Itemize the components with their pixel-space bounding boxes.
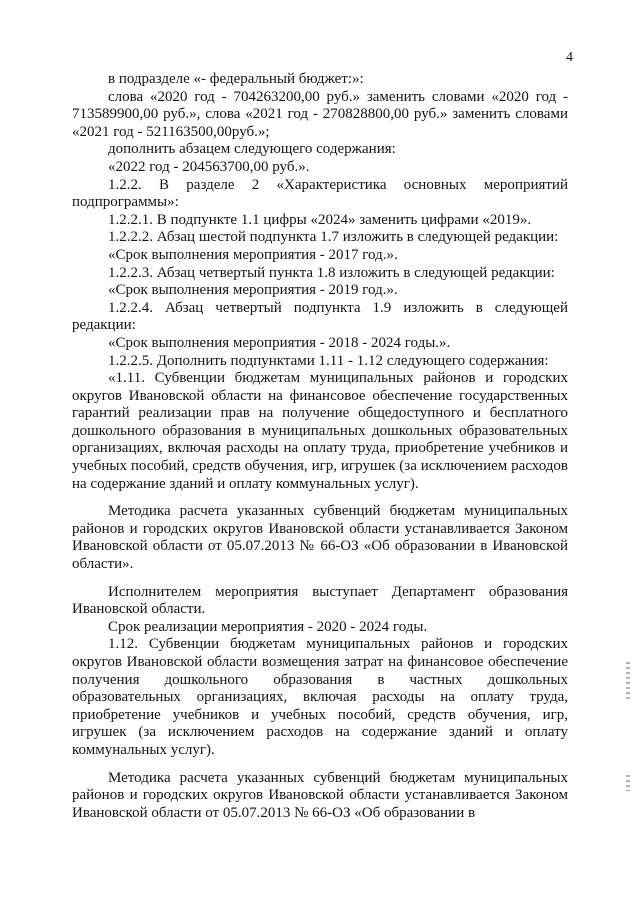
- paragraph: 1.2.2.1. В подпункте 1.1 цифры «2024» заменить цифрами «2019».: [108, 211, 532, 228]
- paragraph: 1.2.2.3. Абзац четвертый пункта 1.8 изложить в следующей редакции:: [108, 264, 555, 281]
- paragraph: в подразделе «- федеральный бюджет:»:: [108, 71, 364, 87]
- paragraph: Исполнителем мероприятия выступает Департамент образования Ивановской области.: [72, 583, 568, 618]
- paragraph: слова «2020 год - 704263200,00 руб.» заменить словами «2020 год - 713589900,00 руб.», слова «2021 год - 270828800,00 руб.» заменить словами «2021 год - 521163500,00руб.»;: [72, 88, 568, 140]
- page-number: 4: [566, 50, 573, 65]
- paragraph: «Срок выполнения мероприятия - 2018 - 2024 годы.».: [108, 334, 451, 351]
- paragraph: «2022 год - 204563700,00 руб.».: [108, 158, 310, 175]
- paragraph: дополнить абзацем следующего содержания:: [108, 141, 396, 158]
- paragraph: «Срок выполнения мероприятия - 2019 год.».: [108, 282, 398, 299]
- paragraph: 1.12. Субвенции бюджетам муниципальных районов и городских округов Ивановской области возмещения затрат на финансовое обеспечение получения дошкольного образования в частных дошкольных образовательных организациях, включая расходы на оплату труда, приобретение учебников и учебных пособий, средств обучения, игр, игрушек (за исключением расходов на содержание зданий и оплату коммунальных услуг).: [72, 636, 568, 758]
- paragraph: 1.2.2. В разделе 2 «Характеристика основных мероприятий подпрограммы»:: [72, 176, 568, 211]
- paragraph: 1.2.2.4. Абзац четвертый подпункта 1.9 изложить в следующей редакции:: [72, 299, 568, 334]
- paragraph: Методика расчета указанных субвенций бюджетам муниципальных районов и городских округов Ивановской области устанавливается Законом Ивановской области от 05.07.2013 № 66-ОЗ «Об образовании в Ивановской области».: [72, 503, 568, 573]
- paragraph: «1.11. Субвенции бюджетам муниципальных районов и городских округов Ивановской области на финансовое обеспечение государственных гарантий реализации прав на получение общедоступного и бесплатного дошкольного образования в муниципальных дошкольных образовательных организациях, включая расходы на оплату труда, приобретение учебников и учебных пособий, средств обучения, игр, игрушек (за исключением расходов на содержание зданий и оплату коммунальных услуг).: [72, 370, 568, 492]
- document-body: [72, 71, 568, 822]
- paragraph: 1.2.2.5. Дополнить подпунктами 1.11 - 1.12 следующего содержания:: [108, 352, 549, 369]
- paragraph: 1.2.2.2. Абзац шестой подпункта 1.7 изложить в следующей редакции:: [108, 229, 559, 246]
- paragraph: Срок реализации мероприятия - 2020 - 2024 годы.: [108, 618, 428, 635]
- paragraph: Методика расчета указанных субвенций бюджетам муниципальных районов и городских округов Ивановской области устанавливается Законом Ивановской области от 05.07.2013 № 66-ОЗ «Об образовании в: [72, 769, 568, 821]
- scan-edge-mark: [626, 775, 630, 791]
- scan-edge-mark: [626, 662, 630, 702]
- paragraph: «Срок выполнения мероприятия - 2017 год.».: [108, 246, 398, 263]
